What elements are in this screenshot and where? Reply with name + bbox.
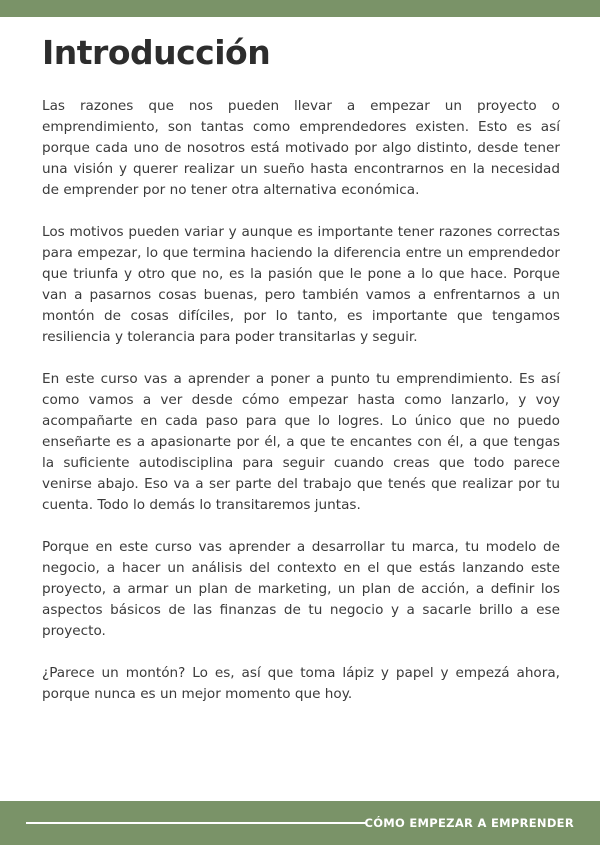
footer-label: CÓMO EMPEZAR A EMPRENDER <box>364 816 574 830</box>
paragraph: Los motivos pueden variar y aunque es importante tener razones correctas para empezar, lo que termina haciendo la diferencia entre un emprendedor que triunfa y otro que no, es la pasión que le pone a lo que hace. Porque van a pasarnos cosas buenas, pero también vamos a enfrentarnos a un montón de cosas difíciles, por lo tanto, es importante que tengamos resiliencia y tolerancia para poder transitarlas y seguir. <box>42 224 560 345</box>
paragraph: Porque en este curso vas aprender a desarrollar tu marca, tu modelo de negocio, a hacer un análisis del contexto en el que estás lanzando este proyecto, a armar un plan de marketing, un plan de acción, a definir los aspectos básicos de las finanzas de tu negocio y a sacarle brillo a ese proyecto. <box>42 539 560 639</box>
header-accent-bar <box>0 0 600 17</box>
body-text <box>42 96 560 726</box>
page-title: Introducción <box>42 33 271 72</box>
footer-bar <box>0 801 600 845</box>
paragraph: ¿Parece un montón? Lo es, así que toma lápiz y papel y empezá ahora, porque nunca es un mejor momento que hoy. <box>42 665 560 702</box>
paragraph: Las razones que nos pueden llevar a empezar un proyecto o emprendimiento, son tantas como emprendedores existen. Esto es así porque cada uno de nosotros está motivado por algo distinto, desde tener una visión y querer realizar un sueño hasta encontrarnos en la necesidad de emprender por no tener otra alternativa económica. <box>42 98 560 198</box>
paragraph: En este curso vas a aprender a poner a punto tu emprendimiento. Es así como vamos a ver desde cómo empezar hasta como lanzarlo, y voy acompañarte en cada paso para que lo logres. Lo único que no puedo enseñarte es a apasionarte por él, a que te encantes con él, a que tengas la suficiente autodisciplina para seguir cuando creas que todo parece venirse abajo. Eso va a ser parte del trabajo que tenés que realizar por tu cuenta. Todo lo demás lo transitaremos juntas. <box>42 371 560 513</box>
footer-divider <box>26 822 366 824</box>
